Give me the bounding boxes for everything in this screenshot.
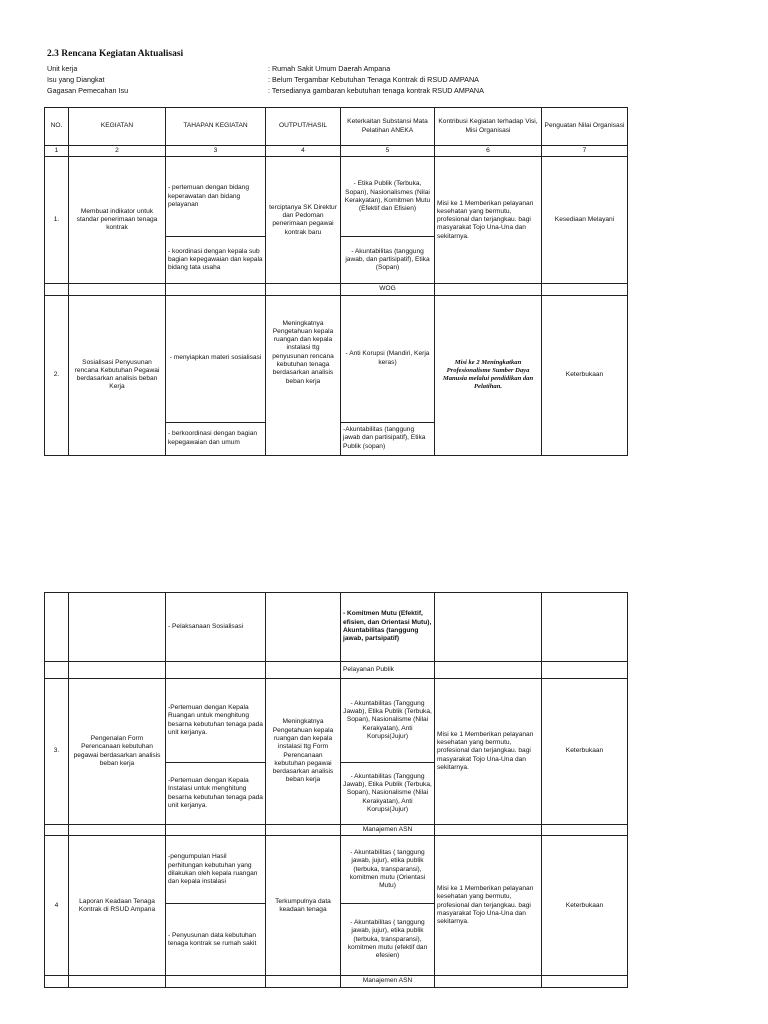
row-output: Meningkatnya Pengetahuan kepala ruangan dan kepala instalasi ttg penyusunan rencana kebutuhan tenaga berdasarkan analisis beban kerja — [266, 295, 341, 455]
blank-cell — [542, 825, 628, 836]
blank-cell — [542, 662, 628, 679]
category-label-manajemen-asn: Manajemen ASN — [341, 825, 435, 836]
colnum-3: 3 — [166, 146, 266, 157]
row-keterkaitan: - Akuntabilitas (tanggung jawab, dan partisipatif), Etika (Sopan) — [341, 237, 435, 284]
colnum-2: 2 — [69, 146, 166, 157]
colnum-1: 1 — [45, 146, 69, 157]
category-label-manajemen-asn: Manajemen ASN — [341, 976, 435, 987]
row-penguatan: Kesediaan Melayani — [542, 157, 628, 284]
row-keterkaitan: - Akuntabilitas ( tanggung jawab, jujur), etika publik (terbuka, transparansi), komitmen mutu (efektif dan efesien) — [341, 904, 435, 976]
blank-cell — [69, 825, 166, 836]
blank-cell — [266, 284, 341, 295]
row-kegiatan: Membuat indikator untuk standar penerimaan tenaga kontrak — [69, 157, 166, 284]
row-tahapan: - pertemuan dengan bidang keperawatan dan bidang pelayanan — [166, 157, 266, 237]
row-no: 1. — [45, 157, 69, 284]
activity-table-page1 — [44, 107, 628, 456]
row-keterkaitan: -Akuntabilitas (tanggung jawab dan partisipatif), Etika Publik (sopan) — [341, 422, 435, 455]
row-tahapan: - berkoordinasi dengan bagian kepegawaian dan umum — [166, 422, 266, 455]
row-output: Terkumpulnya data keadaan tenaga — [266, 836, 341, 976]
blank-cell — [69, 662, 166, 679]
row-keterkaitan: - Akuntabilitas ( tanggung jawab, jujur), etika publik (terbuka, transparansi), komitmen mutu (Orientasi Mutu) — [341, 836, 435, 904]
blank-cell — [266, 825, 341, 836]
row-penguatan: Keterbukaan — [542, 295, 628, 455]
blank-cell — [45, 976, 69, 987]
row-keterkaitan: - Akuntabilitas (Tanggung Jawab), Etika Publik (Terbuka, Sopan), Nasionalisme (Nilai Kerakyatan), Anti Korupsi(Jujur) — [341, 763, 435, 825]
row-keterkaitan: - Akuntabilitas (Tanggung Jawab), Etika Publik (Terbuka, Sopan), Nasionalisme (Nilai Kerakyatan), Anti Korupsi(Jujur) — [341, 679, 435, 763]
row-no: 2. — [45, 295, 69, 455]
blank-cell — [435, 825, 542, 836]
row-kontribusi: Misi ke 1 Memberikan pelayanan kesehatan yang bermutu, profesional dan terjangkau. bagi masyarakat Tojo Una-Una dan sekitarnya. — [435, 679, 542, 825]
row-penguatan: Keterbukaan — [542, 679, 628, 825]
colnum-4: 4 — [266, 146, 341, 157]
row-tahapan: - Penyusunan data kebutuhan tenaga kontrak se rumah sakit — [166, 904, 266, 976]
blank-cell — [435, 662, 542, 679]
blank-cell — [266, 662, 341, 679]
blank-cell — [166, 825, 266, 836]
page-title: 2.3 Rencana Kegiatan Aktualisasi — [47, 49, 184, 59]
blank-cell — [166, 976, 266, 987]
activity-table-page2 — [44, 592, 628, 988]
row-tahapan: - menyiapkan materi sosialisasi — [166, 295, 266, 422]
blank-cell — [435, 976, 542, 987]
blank-cell — [435, 284, 542, 295]
row-tahapan: -Pertemuan dengan Kepala Instalasi untuk menghitung besarna kebutuhan tenaga pada unit kerjanya. — [166, 763, 266, 825]
row-kontribusi: Misi ke 1 Memberikan pelayanan kesehatan yang bermutu, profesional dan terjangkau. bagi masyarakat Tojo Una-Una dan sekitarnya. — [435, 836, 542, 976]
row-kegiatan: Pengenalan Form Perencanaan kebutuhan pegawai berdasarkan analisis beban kerja — [69, 679, 166, 825]
row-tahapan: -pengumpulan Hasil perhitungan kebutuhan yang dilakukan oleh kepala ruangan dan kepala instalasi — [166, 836, 266, 904]
row-no: 3. — [45, 679, 69, 825]
blank-cell — [542, 284, 628, 295]
colnum-5: 5 — [341, 146, 435, 157]
row-kontribusi: Misi ke 1 Memberikan pelayanan kesehatan yang bermutu, profesional dan terjangkau. bagi masyarakat Tojo Una-Una dan sekitarnya. — [435, 157, 542, 284]
row-kegiatan: Sosialisasi Penyusunan rencana Kebutuhan Pegawai berdasarkan analisis beban Kerja — [69, 295, 166, 455]
category-label-pelayanan-publik: Pelayanan Publik — [341, 662, 435, 679]
colnum-7: 7 — [542, 146, 628, 157]
row-tahapan: -Pertemuan dengan Kepala Ruangan untuk menghitung besarna kebutuhan tenaga pada unit kerjanya. — [166, 679, 266, 763]
row-keterkaitan: - Komitmen Mutu (Efektif, efisien, dan Orientasi Mutu), Akuntabilitas (tanggung jawab, partsipatif) — [341, 593, 435, 662]
header-keterkaitan: Keterkaitan Substansi Mata Pelatihan ANEKA — [341, 108, 435, 146]
row-kontribusi: Misi ke 2 Meningkatkan Profesionalisme Sumber Daya Manusia melalui pendidikan dan Pelatihan. — [435, 295, 542, 455]
info-value-isu: : Belum Tergambar Kebutuhan Tenaga Kontrak di RSUD AMPANA — [268, 75, 479, 84]
blank-cell — [266, 593, 341, 662]
header-kontribusi: Kontribusi Kegiatan terhadap Visi, Misi Organisasi — [435, 108, 542, 146]
blank-cell — [542, 593, 628, 662]
row-keterkaitan: - Anti Korupsi (Mandiri, Kerja keras) — [341, 295, 435, 422]
row-tahapan: - koordinasi dengan kepala sub bagian kepegawaian dan kepala bidang tata usaha — [166, 237, 266, 284]
blank-cell — [166, 284, 266, 295]
row-penguatan: Keterbukaan — [542, 836, 628, 976]
blank-cell — [45, 593, 69, 662]
header-tahapan: TAHAPAN KEGIATAN — [166, 108, 266, 146]
row-output: Meningkatnya Pengetahuan kepala ruangan dan kepala instalasi ttg Form Perencanaan kebutuhan pegawai berdasarkan analisis beban kerja — [266, 679, 341, 825]
header-no: NO. — [45, 108, 69, 146]
row-tahapan: - Pelaksanaan Sosialisasi — [166, 593, 266, 662]
row-keterkaitan: - Etika Publik (Terbuka, Sopan), Nasionalismes (Nilai Kerakyatan), Komitmen Mutu (Efektif dan Efisien) — [341, 157, 435, 237]
header-kegiatan: KEGIATAN — [69, 108, 166, 146]
blank-cell — [69, 593, 166, 662]
info-label-unit: Unit kerja — [47, 64, 78, 73]
colnum-6: 6 — [435, 146, 542, 157]
blank-cell — [69, 976, 166, 987]
blank-cell — [266, 976, 341, 987]
blank-cell — [45, 662, 69, 679]
info-label-gagasan: Gagasan Pemecahan Isu — [47, 86, 129, 95]
info-value-gagasan: : Tersedianya gambaran kebutuhan tenaga kontrak RSUD AMPANA — [268, 86, 484, 95]
blank-cell — [45, 284, 69, 295]
info-label-isu: Isu yang Diangkat — [47, 75, 105, 84]
header-output: OUTPUT/HASIL — [266, 108, 341, 146]
row-no: 4 — [45, 836, 69, 976]
blank-cell — [69, 284, 166, 295]
blank-cell — [166, 662, 266, 679]
category-label-wog: WOG — [341, 284, 435, 295]
blank-cell — [435, 593, 542, 662]
blank-cell — [542, 976, 628, 987]
row-kegiatan: Laporan Keadaan Tenaga Kontrak di RSUD Ampana — [69, 836, 166, 976]
header-penguatan: Penguatan Nilai Organisasi — [542, 108, 628, 146]
blank-cell — [45, 825, 69, 836]
info-value-unit: : Rumah Sakit Umum Daerah Ampana — [268, 64, 391, 73]
row-output: terciptanya SK Direktur dan Pedoman penerimaan pegawai kontrak baru — [266, 157, 341, 284]
